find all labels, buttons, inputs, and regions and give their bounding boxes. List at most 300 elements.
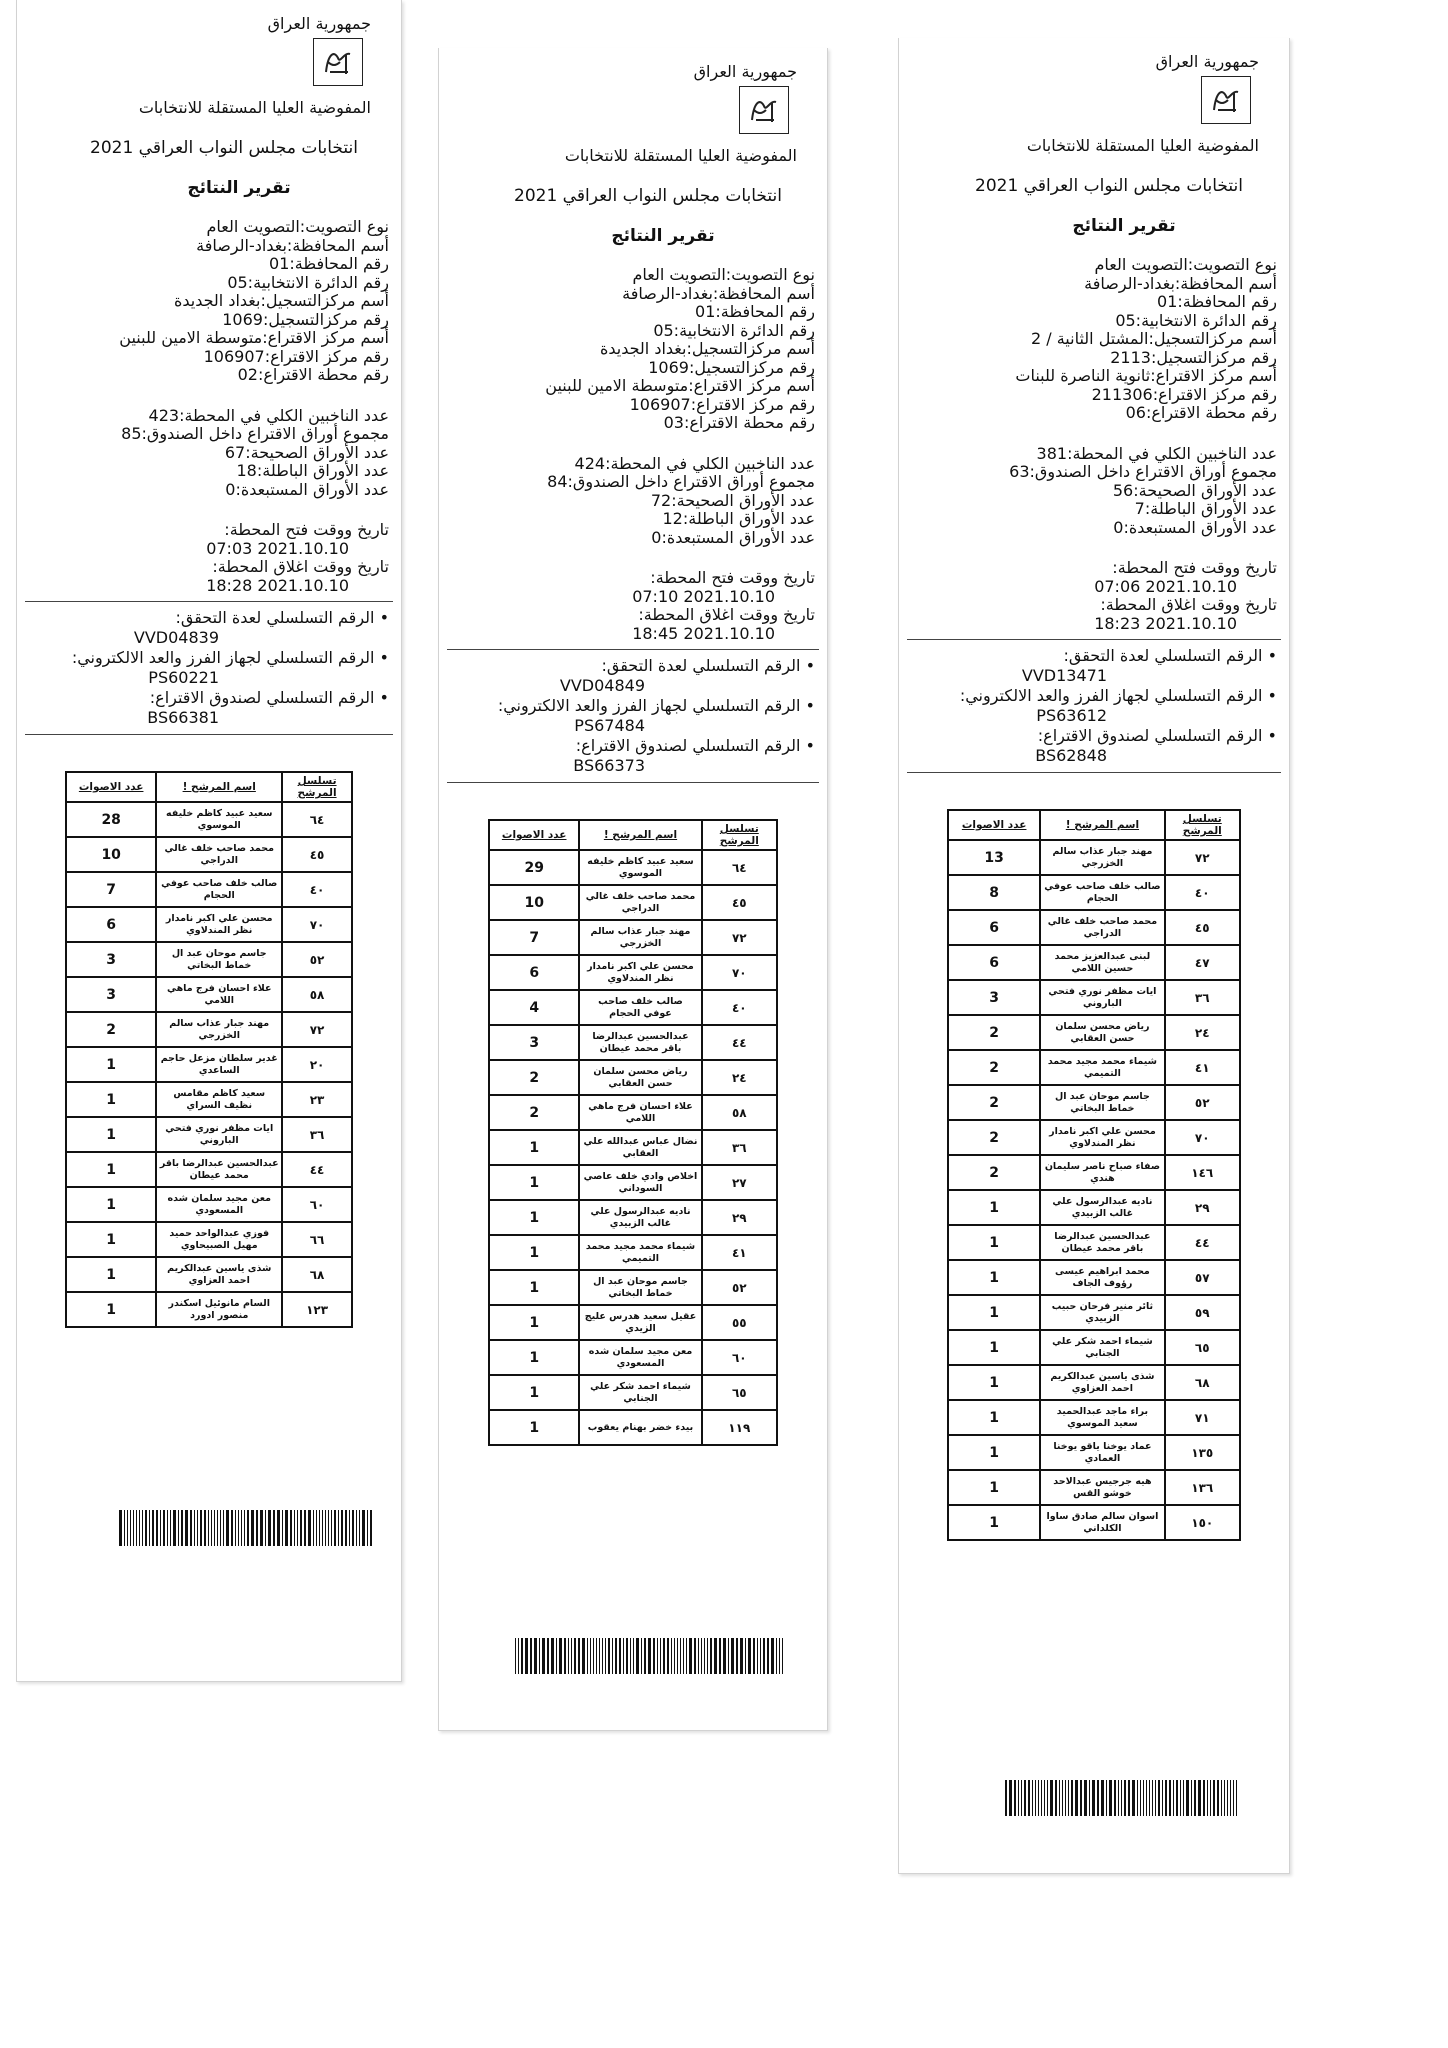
- counting-device-serial: PS60221: [148, 668, 219, 687]
- candidate-name: صفاء صباح ناصر سليمان هندي: [1040, 1155, 1164, 1190]
- barcode-bar: [313, 1510, 314, 1546]
- candidate-name: غدير سلطان مزعل حاجم الساعدي: [156, 1047, 282, 1082]
- barcode-bar: [173, 1510, 176, 1546]
- candidate-votes: 10: [66, 837, 156, 872]
- barcode-bar: [1149, 1780, 1150, 1816]
- candidate-name: محسن علي اكبر نامدار نظر المندلاوي: [579, 955, 701, 990]
- barcode-bar: [1203, 1780, 1205, 1816]
- barcode-bar: [204, 1510, 206, 1546]
- candidate-name: محمد صاحب خلف غالي الدراجي: [156, 837, 282, 872]
- candidate-votes: 1: [489, 1340, 579, 1375]
- candidate-serial: ٦٨: [282, 1257, 352, 1292]
- barcode-bar: [667, 1638, 669, 1674]
- candidate-serial: ٤٤: [702, 1025, 777, 1060]
- candidate-votes: 1: [489, 1270, 579, 1305]
- candidate-serial: ٤٥: [702, 885, 777, 920]
- table-row: [948, 1400, 1240, 1435]
- counting-device-label: • الرقم التسلسلي لجهاز الفرز والعد الالكتروني:: [497, 696, 815, 715]
- barcode-bar: [593, 1638, 594, 1674]
- barcode-bar: [1084, 1780, 1087, 1816]
- barcode-bar: [1050, 1780, 1053, 1816]
- valid-ballots: عدد الأوراق الصحيحة:67: [224, 442, 389, 462]
- barcode-bar: [1165, 1780, 1167, 1816]
- barcode-bar: [1089, 1780, 1090, 1816]
- table-row: [948, 1505, 1240, 1540]
- candidate-votes: 1: [489, 1235, 579, 1270]
- barcode-bar: [1213, 1780, 1215, 1816]
- barcode-bar: [680, 1638, 681, 1674]
- barcode-bar: [582, 1638, 585, 1674]
- candidate-serial: ٢٩: [702, 1200, 777, 1235]
- barcode-bar: [518, 1638, 519, 1674]
- barcode-bar: [265, 1510, 266, 1546]
- registration-center-number: رقم مركزالتسجيل:2113: [1110, 347, 1277, 367]
- commission-name: المفوضية العليا المستقلة للانتخابات: [1026, 136, 1259, 155]
- ballot-box-label: • الرقم التسلسلي لصندوق الاقتراع:: [1037, 726, 1277, 745]
- barcode-bar: [547, 1638, 549, 1674]
- table-row: [948, 1120, 1240, 1155]
- barcode-bar: [149, 1510, 150, 1546]
- candidate-votes: 1: [489, 1305, 579, 1340]
- station-info: [17, 218, 401, 595]
- barcode-bar: [760, 1638, 761, 1674]
- candidate-name: صالب خلف صاحب عوفي الحجام: [579, 990, 701, 1025]
- barcode-bar: [124, 1510, 125, 1546]
- candidate-serial: ٢٤: [1165, 1015, 1240, 1050]
- ballot-box-label: • الرقم التسلسلي لصندوق الاقتراع:: [575, 736, 815, 755]
- barcode-bar: [731, 1638, 734, 1674]
- candidate-votes: 3: [489, 1025, 579, 1060]
- candidate-votes: 2: [66, 1012, 156, 1047]
- valid-ballots: عدد الأوراق الصحيحة:56: [1112, 480, 1277, 500]
- barcode-bar: [674, 1638, 675, 1674]
- table-row: [489, 1095, 777, 1130]
- barcode-bar: [297, 1510, 298, 1546]
- barcode-bar: [220, 1510, 221, 1546]
- election-title: انتخابات مجلس النواب العراقي 2021: [514, 186, 782, 206]
- candidate-votes: 1: [948, 1190, 1040, 1225]
- table-row: [66, 942, 352, 977]
- candidate-name: شذى ياسين عبدالكريم احمد العزاوي: [1040, 1365, 1164, 1400]
- table-row: [66, 977, 352, 1012]
- barcode-bar: [1143, 1780, 1144, 1816]
- barcode-bar: [285, 1510, 288, 1546]
- barcode-bar: [644, 1638, 646, 1674]
- col-votes-header: عدد الاصوات: [66, 772, 156, 802]
- candidate-votes: 3: [66, 942, 156, 977]
- barcode-bar: [130, 1510, 131, 1546]
- registration-center-name: أسم مركزالتسجيل:بغداد الجديدة: [599, 339, 815, 358]
- total-ballots: مجموع أوراق الاقتراع داخل الصندوق:63: [1009, 462, 1277, 481]
- barcode-bar: [1124, 1780, 1126, 1816]
- candidate-serial: ٤٧: [1165, 945, 1240, 980]
- barcode-bar: [1038, 1780, 1039, 1816]
- close-time-label: تاريخ ووقت اغلاق المحطة:: [212, 557, 389, 576]
- barcode-bar: [728, 1638, 729, 1674]
- barcode-bar: [1155, 1780, 1156, 1816]
- barcode-bar: [1132, 1780, 1135, 1816]
- candidate-votes: 1: [489, 1200, 579, 1235]
- candidate-votes: 6: [948, 910, 1040, 945]
- candidate-serial: ٧٢: [282, 1012, 352, 1047]
- table-row: [66, 1222, 352, 1257]
- barcode-bar: [1021, 1780, 1022, 1816]
- barcode-bar: [1227, 1780, 1228, 1816]
- barcode-bar: [367, 1510, 368, 1546]
- barcode-bar: [1024, 1780, 1026, 1816]
- open-time: 2021.10.10 07:06: [1094, 576, 1237, 596]
- barcode-bar: [341, 1510, 343, 1546]
- counting-device-serial: PS67484: [574, 716, 645, 735]
- barcode-bar: [268, 1510, 271, 1546]
- candidate-serial: ٦٥: [702, 1375, 777, 1410]
- barcode-bar: [556, 1638, 557, 1674]
- col-name-header: اسم المرشح !: [1040, 810, 1164, 840]
- close-time: 2021.10.10 18:23: [1094, 613, 1237, 633]
- candidate-serial: ٤٠: [282, 872, 352, 907]
- barcode-bar: [170, 1510, 171, 1546]
- barcode-bar: [160, 1510, 161, 1546]
- invalid-ballots: عدد الأوراق الباطلة:18: [236, 461, 389, 480]
- candidate-votes: 2: [948, 1120, 1040, 1155]
- candidate-serial: ٢٠: [282, 1047, 352, 1082]
- candidate-name: ايات مظفر نوري فتحي الباروني: [1040, 980, 1164, 1015]
- barcode-bar: [686, 1638, 687, 1674]
- barcode-bar: [277, 1510, 280, 1546]
- barcode-bar: [1065, 1780, 1066, 1816]
- candidate-name: شيماء محمد مجيد محمد التميمي: [579, 1235, 701, 1270]
- verification-kit-label: • الرقم التسلسلي لعدة التحقق:: [175, 608, 389, 627]
- barcode-bar: [244, 1510, 245, 1546]
- barcode-bar: [1194, 1780, 1196, 1816]
- barcode-bar: [707, 1638, 708, 1674]
- candidate-name: شيماء محمد مجيد محمد التميمي: [1040, 1050, 1164, 1085]
- close-time-label: تاريخ ووقت اغلاق المحطة:: [638, 605, 815, 624]
- barcode-bar: [1035, 1780, 1036, 1816]
- candidate-serial: ٦٠: [702, 1340, 777, 1375]
- candidate-votes: 1: [66, 1152, 156, 1187]
- candidate-name: عماد يوخنا ياقو يوخنا العمادي: [1040, 1435, 1164, 1470]
- table-row: [948, 1470, 1240, 1505]
- divider: [907, 772, 1281, 773]
- table-row: [948, 875, 1240, 910]
- barcode-bar: [370, 1510, 372, 1546]
- barcode-bar: [235, 1510, 236, 1546]
- candidate-votes: 2: [489, 1095, 579, 1130]
- candidate-name: سعيد كاظم مقامس نظيف السراي: [156, 1082, 282, 1117]
- table-row: [948, 1295, 1240, 1330]
- barcode-bar: [208, 1510, 209, 1546]
- serials: [17, 608, 401, 728]
- barcode-bar: [1032, 1780, 1033, 1816]
- barcode-bar: [623, 1638, 624, 1674]
- ballot-box-serial: BS66373: [573, 756, 645, 775]
- polling-center-name: أسم مركز الاقتراع:متوسطة الامين للبنين: [545, 376, 815, 395]
- candidate-serial: ٧٠: [1165, 1120, 1240, 1155]
- barcode-bar: [167, 1510, 168, 1546]
- candidate-votes: 1: [948, 1330, 1040, 1365]
- barcode-bar: [197, 1510, 198, 1546]
- total-ballots: مجموع أوراق الاقتراع داخل الصندوق:84: [547, 472, 815, 491]
- candidate-votes: 1: [66, 1257, 156, 1292]
- polling-center-number: رقم مركز الاقتراع:211306: [1091, 384, 1277, 404]
- candidate-votes: 6: [489, 955, 579, 990]
- candidate-serial: ٦٦: [282, 1222, 352, 1257]
- results-table: [488, 819, 778, 1446]
- barcode-bar: [1146, 1780, 1147, 1816]
- open-time-label: تاريخ ووقت فتح المحطة:: [1112, 558, 1277, 577]
- barcode-bar: [1162, 1780, 1163, 1816]
- candidate-serial: ١٤٦: [1165, 1155, 1240, 1190]
- table-row: [489, 1375, 777, 1410]
- candidate-name: محمد ابراهيم عيسى رؤوف الجاف: [1040, 1260, 1164, 1295]
- total-voters: عدد الناخبين الكلي في المحطة:424: [574, 453, 815, 473]
- results-table: [947, 809, 1241, 1541]
- candidate-name: معن مجيد سلمان شده المسعودي: [579, 1340, 701, 1375]
- barcode-bar: [1140, 1780, 1141, 1816]
- barcode-bar: [1169, 1780, 1171, 1816]
- barcode-bar: [779, 1638, 780, 1674]
- result-receipt-2: [438, 48, 828, 1731]
- candidate-serial: ٥٩: [1165, 1295, 1240, 1330]
- barcode-bar: [359, 1510, 360, 1546]
- candidate-name: نضال عباس عبدالله علي العقابي: [579, 1130, 701, 1165]
- barcode-bar: [636, 1638, 639, 1674]
- candidate-votes: 13: [948, 840, 1040, 875]
- barcode-bar: [568, 1638, 569, 1674]
- barcode-bar: [683, 1638, 684, 1674]
- candidate-serial: ٧٢: [1165, 840, 1240, 875]
- barcode-bar: [1152, 1780, 1153, 1816]
- barcode-bar: [226, 1510, 229, 1546]
- barcode-bar: [1097, 1780, 1099, 1816]
- barcode-bar: [641, 1638, 642, 1674]
- barcode-bar: [156, 1510, 158, 1546]
- candidate-serial: ١٥٠: [1165, 1505, 1240, 1540]
- table-row: [489, 1305, 777, 1340]
- candidate-votes: 1: [948, 1225, 1040, 1260]
- barcode-bar: [757, 1638, 758, 1674]
- results-table: [65, 771, 353, 1328]
- barcode-bar: [539, 1638, 540, 1674]
- candidate-votes: 1: [66, 1222, 156, 1257]
- barcode-bar: [1207, 1780, 1208, 1816]
- barcode-bar: [689, 1638, 692, 1674]
- divider: [447, 649, 819, 650]
- barcode-bar: [145, 1510, 147, 1546]
- receipt-header: [439, 62, 827, 166]
- table-row: [489, 1410, 777, 1445]
- barcode-bar: [308, 1510, 311, 1546]
- candidate-votes: 4: [489, 990, 579, 1025]
- table-row: [948, 1050, 1240, 1085]
- barcode-bar: [574, 1638, 576, 1674]
- barcode-bar: [753, 1638, 755, 1674]
- district-number: رقم الدائرة الانتخابية:05: [1115, 310, 1277, 330]
- barcode-bar: [356, 1510, 357, 1546]
- col-votes-header: عدد الاصوات: [948, 810, 1040, 840]
- barcode-bar: [1121, 1780, 1122, 1816]
- barcode-bar: [178, 1510, 179, 1546]
- registration-center-name: أسم مركزالتسجيل:المشتل الثانية / 2: [1030, 329, 1277, 348]
- barcode-bar: [698, 1638, 699, 1674]
- polling-center-name: أسم مركز الاقتراع:ثانوية الناصرة للبنات: [1015, 366, 1277, 385]
- col-serial-header: تسلسل المرشح: [1165, 810, 1240, 840]
- open-time-label: تاريخ ووقت فتح المحطة:: [224, 520, 389, 539]
- table-row: [66, 872, 352, 907]
- candidate-votes: 2: [948, 1050, 1040, 1085]
- table-row: [489, 1165, 777, 1200]
- barcode-bar: [185, 1510, 188, 1546]
- candidate-serial: ١٢٣: [282, 1292, 352, 1327]
- district-number: رقم الدائرة الانتخابية:05: [227, 272, 389, 292]
- barcode-bar: [1071, 1780, 1073, 1816]
- barcode-bar: [677, 1638, 678, 1674]
- candidate-name: صالب خلف صاحب عوفي الحجام: [1040, 875, 1164, 910]
- candidate-votes: 7: [489, 920, 579, 955]
- barcode-bar: [564, 1638, 566, 1674]
- candidate-votes: 6: [66, 907, 156, 942]
- candidate-serial: ١٣٦: [1165, 1470, 1240, 1505]
- receipt-header: [899, 52, 1289, 156]
- station-number: رقم محطة الاقتراع:02: [237, 365, 389, 384]
- table-row: [948, 1260, 1240, 1295]
- receipt-header: [17, 14, 401, 118]
- table-row: [948, 1330, 1240, 1365]
- candidate-votes: 1: [948, 1260, 1040, 1295]
- barcode-bar: [1137, 1780, 1138, 1816]
- ihec-logo: [739, 86, 789, 134]
- candidate-votes: 2: [948, 1015, 1040, 1050]
- commission-name: المفوضية العليا المستقلة للانتخابات: [138, 98, 371, 117]
- barcode-bar: [763, 1638, 765, 1674]
- col-votes-header: عدد الاصوات: [489, 820, 579, 850]
- report-title: تقرير النتائج: [611, 226, 715, 246]
- table-row: [489, 1060, 777, 1095]
- candidate-serial: ٦٤: [282, 802, 352, 837]
- serials: [899, 646, 1289, 766]
- barcode-bar: [694, 1638, 696, 1674]
- candidate-votes: 1: [66, 1187, 156, 1222]
- barcode-bar: [615, 1638, 617, 1674]
- candidate-votes: 2: [489, 1060, 579, 1095]
- barcode-bar: [300, 1510, 302, 1546]
- voting-type: نوع التصويت:التصويت العام: [1094, 255, 1277, 274]
- total-ballots: مجموع أوراق الاقتراع داخل الصندوق:85: [121, 424, 389, 443]
- barcode-bar: [1101, 1780, 1104, 1816]
- table-row: [489, 885, 777, 920]
- verification-kit-serial: VVD04849: [559, 676, 645, 695]
- table-row: [948, 1085, 1240, 1120]
- registration-center-number: رقم مركزالتسجيل:1069: [648, 357, 815, 377]
- candidate-name: السام مانوئيل اسكندر منصور ادورد: [156, 1292, 282, 1327]
- barcode-bar: [660, 1638, 661, 1674]
- verification-kit-serial: VVD13471: [1021, 666, 1107, 685]
- total-voters: عدد الناخبين الكلي في المحطة:423: [148, 405, 389, 425]
- candidate-name: صالب خلف صاحب عوفي الحجام: [156, 872, 282, 907]
- barcode-bar: [1186, 1780, 1189, 1816]
- candidate-serial: ٣٦: [702, 1130, 777, 1165]
- candidate-serial: ٦٥: [1165, 1330, 1240, 1365]
- barcode-bar: [294, 1510, 295, 1546]
- candidate-name: رياض محسن سلمان حسن العقابي: [1040, 1015, 1164, 1050]
- table-row: [66, 1117, 352, 1152]
- candidate-name: ناديه عبدالرسول علي غالب الزبيدي: [579, 1200, 701, 1235]
- barcode-bar: [1092, 1780, 1095, 1816]
- barcode-bar: [587, 1638, 588, 1674]
- barcode-bar: [119, 1510, 122, 1546]
- barcode-bar: [671, 1638, 672, 1674]
- table-row: [66, 1082, 352, 1117]
- governorate-name: أسم المحافظة:بغداد-الرصافة: [1084, 273, 1277, 293]
- candidate-name: هيه جرجيس عبدالاحد خوشو القس: [1040, 1470, 1164, 1505]
- voting-type: نوع التصويت:التصويت العام: [632, 265, 815, 284]
- barcode-bar: [605, 1638, 606, 1674]
- table-row: [948, 1015, 1240, 1050]
- barcode-bar: [602, 1638, 603, 1674]
- table-row: [489, 1235, 777, 1270]
- table-row: [948, 840, 1240, 875]
- col-name-header: اسم المرشح !: [579, 820, 701, 850]
- candidate-serial: ٤٠: [702, 990, 777, 1025]
- barcode-bar: [282, 1510, 283, 1546]
- registration-center-number: رقم مركزالتسجيل:1069: [222, 309, 389, 329]
- col-serial-header: تسلسل المرشح: [282, 772, 352, 802]
- table-row: [948, 1225, 1240, 1260]
- barcode-bar: [214, 1510, 215, 1546]
- candidate-votes: 6: [948, 945, 1040, 980]
- barcode-bar: [782, 1638, 783, 1674]
- report-title: تقرير النتائج: [1072, 216, 1176, 236]
- barcode-bar: [304, 1510, 306, 1546]
- polling-center-name: أسم مركز الاقتراع:متوسطة الامين للبنين: [119, 328, 389, 347]
- table-row: [66, 1152, 352, 1187]
- barcode-bar: [251, 1510, 254, 1546]
- barcode-bar: [723, 1638, 726, 1674]
- station-info: [899, 256, 1289, 633]
- candidate-serial: ٧٠: [702, 955, 777, 990]
- barcode-bar: [633, 1638, 634, 1674]
- open-time-label: تاريخ ووقت فتح المحطة:: [650, 568, 815, 587]
- ballot-box-serial: BS66381: [147, 708, 219, 727]
- barcode-bar: [190, 1510, 192, 1546]
- candidate-name: ايات مظفر نوري فتحي الباروني: [156, 1117, 282, 1152]
- candidate-name: اسوان سالم صادق ساوا الكلداني: [1040, 1505, 1164, 1540]
- barcode-bar: [136, 1510, 137, 1546]
- barcode-bar: [200, 1510, 202, 1546]
- divider: [25, 601, 393, 602]
- candidate-name: بيدء خضر بهنام يعقوب: [579, 1410, 701, 1445]
- candidate-votes: 1: [489, 1165, 579, 1200]
- station-info: [439, 266, 827, 643]
- barcode-bar: [1041, 1780, 1042, 1816]
- candidate-serial: ٢٩: [1165, 1190, 1240, 1225]
- candidate-name: اخلاص وادي خلف عاصي السوداني: [579, 1165, 701, 1200]
- table-row: [948, 1190, 1240, 1225]
- invalid-ballots: عدد الأوراق الباطلة:7: [1134, 499, 1277, 518]
- verification-kit-serial: VVD04839: [133, 628, 219, 647]
- barcode-bar: [223, 1510, 224, 1546]
- candidate-votes: 1: [489, 1375, 579, 1410]
- candidate-serial: ٤٥: [282, 837, 352, 872]
- station-number: رقم محطة الاقتراع:06: [1125, 403, 1277, 422]
- candidate-name: مهند جبار عذاب سالم الخزرجي: [579, 920, 701, 955]
- candidate-votes: 3: [66, 977, 156, 1012]
- candidate-serial: ٥٢: [702, 1270, 777, 1305]
- candidate-name: مهند جبار عذاب سالم الخزرجي: [1040, 840, 1164, 875]
- barcode-bar: [133, 1510, 134, 1546]
- barcode-bar: [1173, 1780, 1174, 1816]
